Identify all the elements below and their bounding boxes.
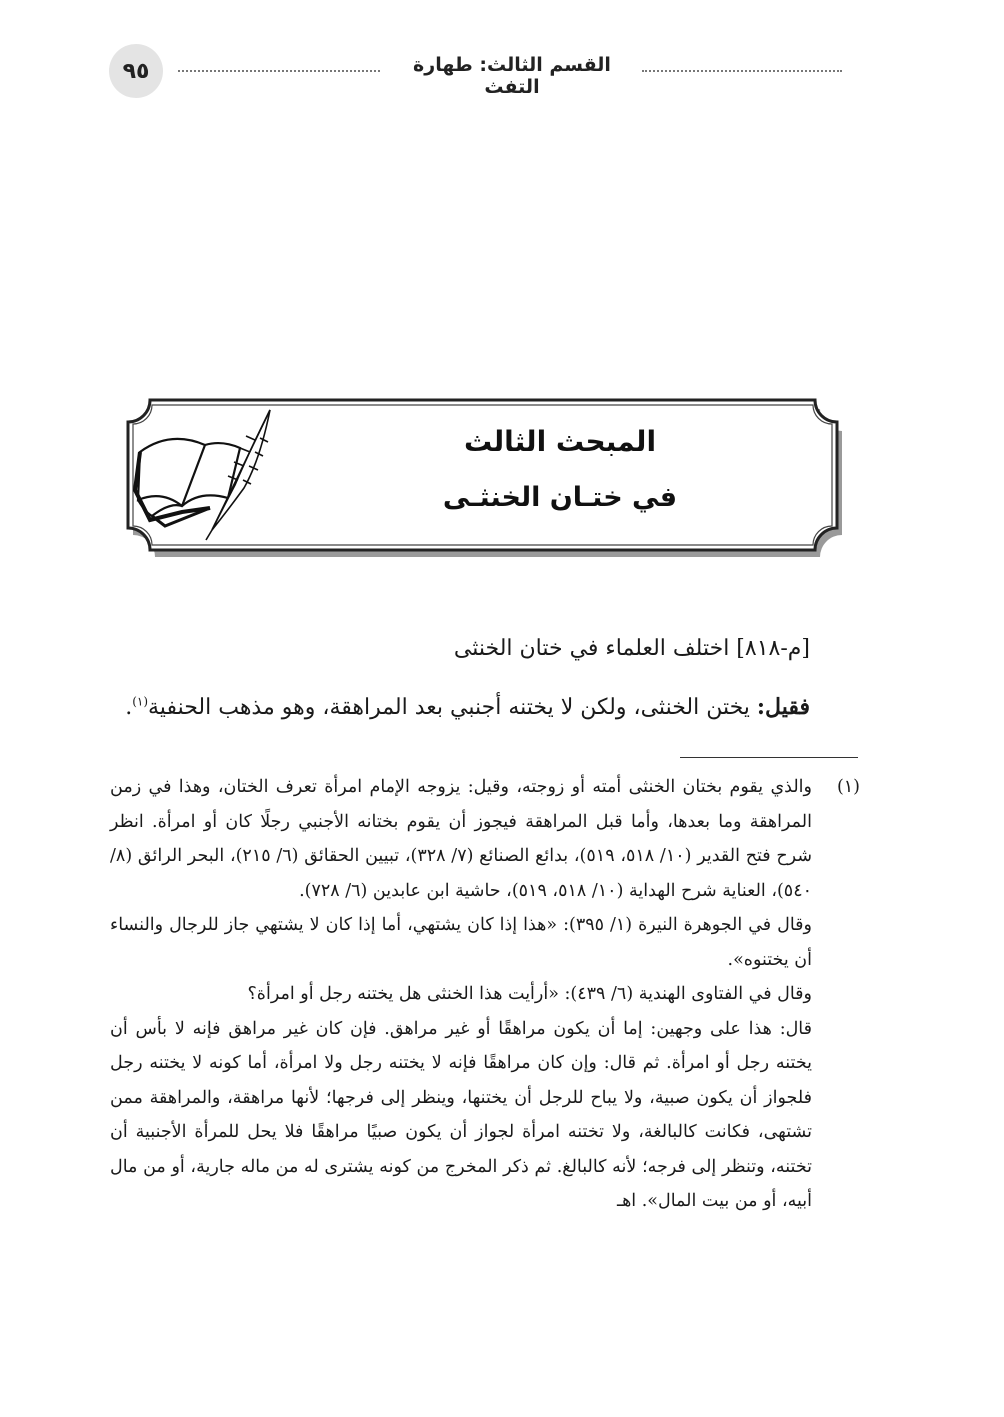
- header-dots-right: [642, 60, 842, 72]
- footnote-separator: [680, 757, 858, 758]
- running-title: القسم الثالث: طهارة التفث: [413, 54, 611, 98]
- main-paragraph-1: [م-٨١٨] اختلف العلماء في ختان الخنثى: [453, 636, 810, 661]
- section-subtitle: في ختـان الخنثـى: [442, 482, 678, 513]
- footnote-paragraph: والذي يقوم بختان الخنثى أمته أو زوجته، وقيل: يزوجه الإمام امرأة تعرف الختان، وهذا في زمن المراهقة وما بعدها، وأما قبل المراهقة فيجوز أن يقوم بختانه الأجنبي رجلًا كان أو امرأة. انظر شرح فتح القدير (١٠/ ٥١٨، ٥١٩)، بدائع الصنائع (٧/ ٣٢٨)، تبيين الحقائق (٦/ ٢١٥)، البحر الرائق (٨/ ٥٤٠)، العناية شرح الهداية (١٠/ ٥١٨، ٥١٩)، حاشية ابن عابدين (٦/ ٧٢٨).: [110, 777, 812, 901]
- section-banner: [110, 390, 860, 565]
- footnote-marker: (١): [836, 777, 860, 797]
- footnote-paragraph: وقال في الفتاوى الهندية (٦/ ٤٣٩): «أرأيت هذا الخنثى هل يختنه رجل أو امرأة؟: [247, 984, 812, 1004]
- para2-lead: فقيل:: [756, 694, 810, 720]
- section-title: المبحث الثالث: [463, 425, 657, 458]
- header-dots-left: [178, 60, 380, 72]
- footnote-paragraph: قال: هذا على وجهين: إما أن يكون مراهقًا أو غير مراهق. فإن كان غير مراهق فإنه لا بأس أن يختنه رجل أو امرأة. ثم قال: وإن كان مراهقًا فإنه لا يختنه رجل ولا امرأة، أما كونه لا يختنه رجل فلجواز أن يكون صبية، ولا يباح للرجل أن يختنها، وينظر إلى فرجها؛ لأنها مراهقة، والمراهقة ممن تشتهى، فكانت كالبالغة، ولا تختنه امرأة لجواز أن يكون صبيًا مراهقًا فلا يحل للمرأة الأجنبية أن تختنه، وتنظر إلى فرجه؛ لأنه كالبالغ. ثم ذكر المخرج من كونه يشترى له من ماله جارية، أو من مال أبيه، أو من بيت المال». اهـ: [110, 1018, 812, 1211]
- page-number: ٩٥: [109, 44, 163, 98]
- main-paragraph-2: [110, 694, 810, 720]
- footnote-paragraph: وقال في الجوهرة النيرة (١/ ٣٩٥): «هذا إذا كان يشتهي، أما إذا كان لا يشتهي جاز للرجال والنساء أن يختنوه».: [110, 915, 812, 970]
- footnote-ref[interactable]: (١): [132, 694, 149, 709]
- footnotes: [110, 770, 812, 1219]
- para2-body: يختن الخنثى، ولكن لا يختنه أجنبي بعد المراهقة، وهو مذهب الحنفية: [148, 695, 757, 720]
- para2-end: .: [125, 695, 133, 720]
